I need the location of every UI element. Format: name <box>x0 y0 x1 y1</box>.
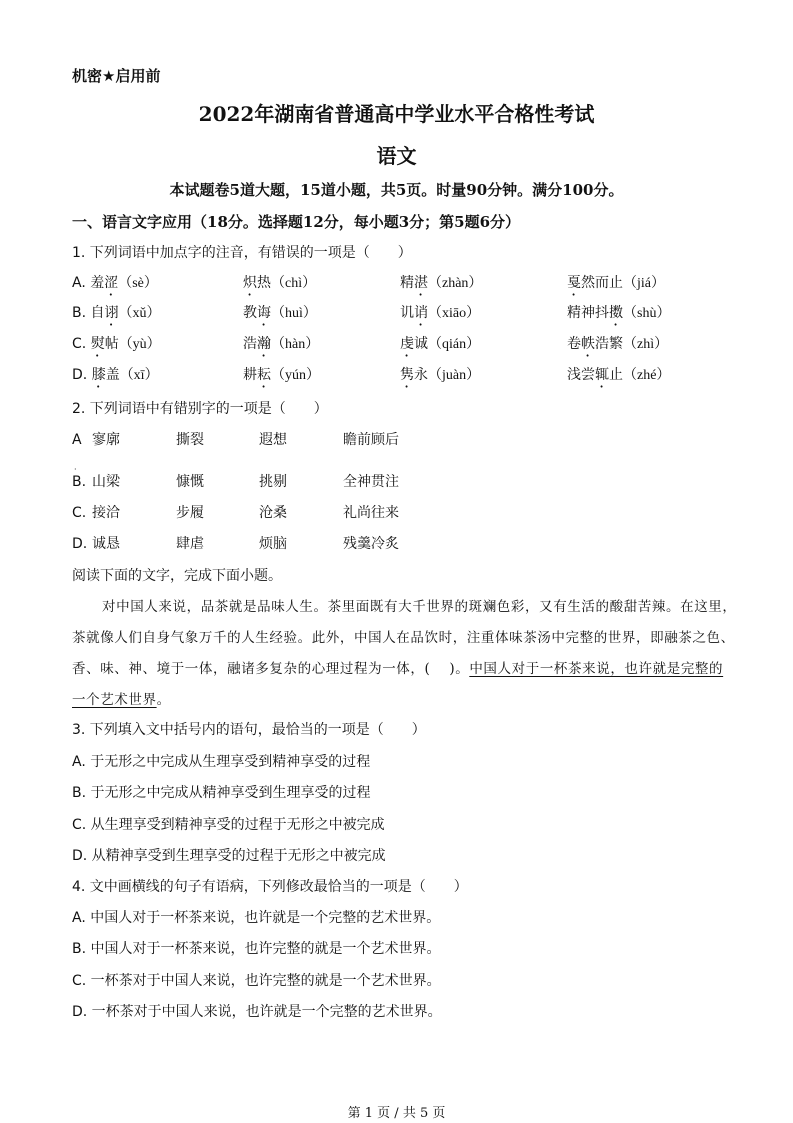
word-part: 自 <box>90 305 105 321</box>
option-letter: D. <box>72 367 88 383</box>
q3-option-a: A. 于无形之中完成从生理享受到精神享受的过程 <box>72 754 371 770</box>
pinyin: （sè） <box>118 276 158 291</box>
word-part: 热 <box>257 275 271 291</box>
pinyin: （xiāo） <box>428 306 481 321</box>
exam-instructions: 本试题卷5道大题，15道小题，共5页。时量90分钟。满分100分。 <box>169 181 624 199</box>
q3-option-b: B. 于无形之中完成从精神享受到生理享受的过程 <box>72 785 371 801</box>
passage-line <box>72 691 171 709</box>
q2-word: 诚恳 <box>92 536 120 552</box>
word-part: 教 <box>243 305 257 321</box>
q2-word: 山梁 <box>92 474 120 490</box>
q1-option-item <box>243 335 319 360</box>
q2-word: 肆虐 <box>176 536 204 552</box>
q1-option-item <box>400 366 480 391</box>
pinyin: （zhì） <box>623 337 669 352</box>
word-part: 卷 <box>567 336 581 352</box>
word-part: 浩繁 <box>595 336 623 352</box>
q1-option-item <box>567 304 670 329</box>
q2-word: 残羹冷炙 <box>343 536 399 552</box>
option-letter: D. <box>72 536 88 552</box>
q2-word: 慷慨 <box>176 474 204 490</box>
q3-option-d: D. 从精神享受到生理享受的过程于无形之中被完成 <box>72 848 386 864</box>
dotted-character: 擞 <box>609 305 623 321</box>
pinyin: （huì） <box>271 306 317 321</box>
underlined-sentence: 中国人对于一杯茶来说，也许就是完整的 <box>469 661 724 677</box>
q1-option-item <box>400 304 480 329</box>
word-part: 永 <box>414 367 428 383</box>
passage-text: 。 <box>156 692 171 708</box>
word-part: 盖 <box>105 367 120 383</box>
pinyin: （chì） <box>271 276 317 291</box>
q2-stem: 2. 下列词语中有错别字的一项是（ ） <box>72 401 328 417</box>
subject-title: 语文 <box>376 144 417 168</box>
option-letter: C. <box>72 505 87 521</box>
q2-word: 挑剔 <box>259 474 287 490</box>
dotted-character: 诩 <box>104 305 119 321</box>
q1-option-item <box>243 274 316 299</box>
word-part: 止 <box>609 367 623 383</box>
dotted-character: 诲 <box>257 305 271 321</box>
pinyin: （jiá） <box>623 276 665 291</box>
word-part: 浅尝 <box>567 367 595 383</box>
pinyin: （yún） <box>271 368 320 383</box>
pinyin: （yù） <box>118 337 161 352</box>
pinyin: （shù） <box>623 306 671 321</box>
reading-prompt: 阅读下面的文字，完成下面小题。 <box>72 568 282 584</box>
q2-word: 礼尚往来 <box>343 505 399 521</box>
dotted-character: 瀚 <box>257 336 271 352</box>
dotted-character: 辄 <box>595 367 609 383</box>
q1-option-item <box>400 274 482 299</box>
stray-dot: · <box>74 465 77 474</box>
dotted-character: 戛 <box>567 275 581 291</box>
dotted-character: 涩 <box>104 275 119 291</box>
q2-word: 寥廓 <box>92 432 120 448</box>
section-heading: 一、语言文字应用（18分。选择题12分，每小题3分；第5题6分） <box>72 213 521 231</box>
word-part: 精 <box>400 275 414 291</box>
q1-option-item <box>567 366 670 391</box>
q2-word: 瞻前顾后 <box>343 432 399 448</box>
q1-option-item <box>243 304 317 329</box>
dotted-character: 诮 <box>414 305 428 321</box>
option-letter: A. <box>72 275 86 291</box>
word-part: 然而止 <box>581 275 623 291</box>
q2-word: 撕裂 <box>176 432 204 448</box>
pinyin: （zhé） <box>623 368 671 383</box>
pinyin: （juàn） <box>428 368 481 383</box>
passage-line: 对中国人来说，品茶就是品味人生。茶里面既有大千世界的斑斓色彩，又有生活的酸甜苦辣。在这里， <box>102 599 737 615</box>
pinyin: （hàn） <box>271 337 320 352</box>
q1-option-item <box>400 335 480 360</box>
q1-option-item <box>72 335 161 360</box>
q1-option-item <box>567 335 668 360</box>
dotted-character: 膝 <box>91 367 106 383</box>
q1-option-item <box>72 304 161 329</box>
dotted-character: 炽 <box>243 275 257 291</box>
word-part: 讥 <box>400 305 414 321</box>
q2-word: 烦脑 <box>259 536 287 552</box>
q1-option-item <box>567 274 665 299</box>
q3-stem: 3. 下列填入文中括号内的语句，最恰当的一项是（ ） <box>72 722 426 738</box>
q3-option-c: C. 从生理享受到精神享受的过程于无形之中被完成 <box>72 817 385 833</box>
q2-word: 接洽 <box>92 505 120 521</box>
word-part: 浩 <box>243 336 257 352</box>
page-footer: 第 1 页 / 共 5 页 <box>347 1106 446 1121</box>
q4-option-a: A. 中国人对于一杯茶来说，也许就是一个完整的艺术世界。 <box>72 910 441 926</box>
option-letter: B. <box>72 305 87 321</box>
q1-option-item <box>243 366 320 391</box>
q1-stem: 1. 下列词语中加点字的注音，有错误的一项是（ ） <box>72 245 412 261</box>
passage-line: 茶就像人们自身气象万千的人生经验。此外，中国人在品饮时，注重体味茶汤中完整的世界，即融茶之色、 <box>72 630 735 646</box>
q4-option-c: C. 一杯茶对于中国人来说，也许完整的就是一个艺术世界。 <box>72 973 441 989</box>
option-letter: C. <box>72 336 87 352</box>
word-part: 耕 <box>243 367 257 383</box>
pinyin: （xǔ） <box>118 306 161 321</box>
q4-option-b: B. 中国人对于一杯茶来说，也许完整的就是一个艺术世界。 <box>72 941 441 957</box>
q2-word: 步履 <box>176 505 204 521</box>
pinyin: （xī） <box>119 368 159 383</box>
word-part: 精神抖 <box>567 305 609 321</box>
dotted-character: 隽 <box>400 367 414 383</box>
option-letter: A <box>72 432 82 448</box>
word-part: 羞 <box>90 275 105 291</box>
q1-option-item <box>72 366 159 391</box>
word-part: 诚 <box>414 336 428 352</box>
dotted-character: 帙 <box>581 336 595 352</box>
confidential-label: 机密★启用前 <box>72 67 161 85</box>
passage-text: 香、味、神、境于一体，融诸多复杂的心理过程为一体，( )。 <box>72 661 470 677</box>
q2-word: 沧桑 <box>259 505 287 521</box>
dotted-character: 耘 <box>257 367 271 383</box>
q1-option-item <box>72 274 158 299</box>
q4-option-d: D. 一杯茶对于中国人来说，也许就是一个完整的艺术世界。 <box>72 1004 442 1020</box>
pinyin: （qián） <box>428 337 481 352</box>
exam-title: 2022年湖南省普通高中学业水平合格性考试 <box>198 102 595 126</box>
q4-stem: 4. 文中画横线的句子有语病，下列修改最恰当的一项是（ ） <box>72 879 468 895</box>
pinyin: （zhàn） <box>428 276 483 291</box>
word-part: 帖 <box>104 336 119 352</box>
underlined-sentence: 一个艺术世界 <box>72 692 157 708</box>
dotted-character: 湛 <box>414 275 428 291</box>
passage-line <box>72 660 723 678</box>
dotted-character: 虔 <box>400 336 414 352</box>
option-letter: B. <box>72 474 87 490</box>
q2-word: 全神贯注 <box>343 474 399 490</box>
q2-word: 遐想 <box>259 432 287 448</box>
dotted-character: 熨 <box>90 336 105 352</box>
